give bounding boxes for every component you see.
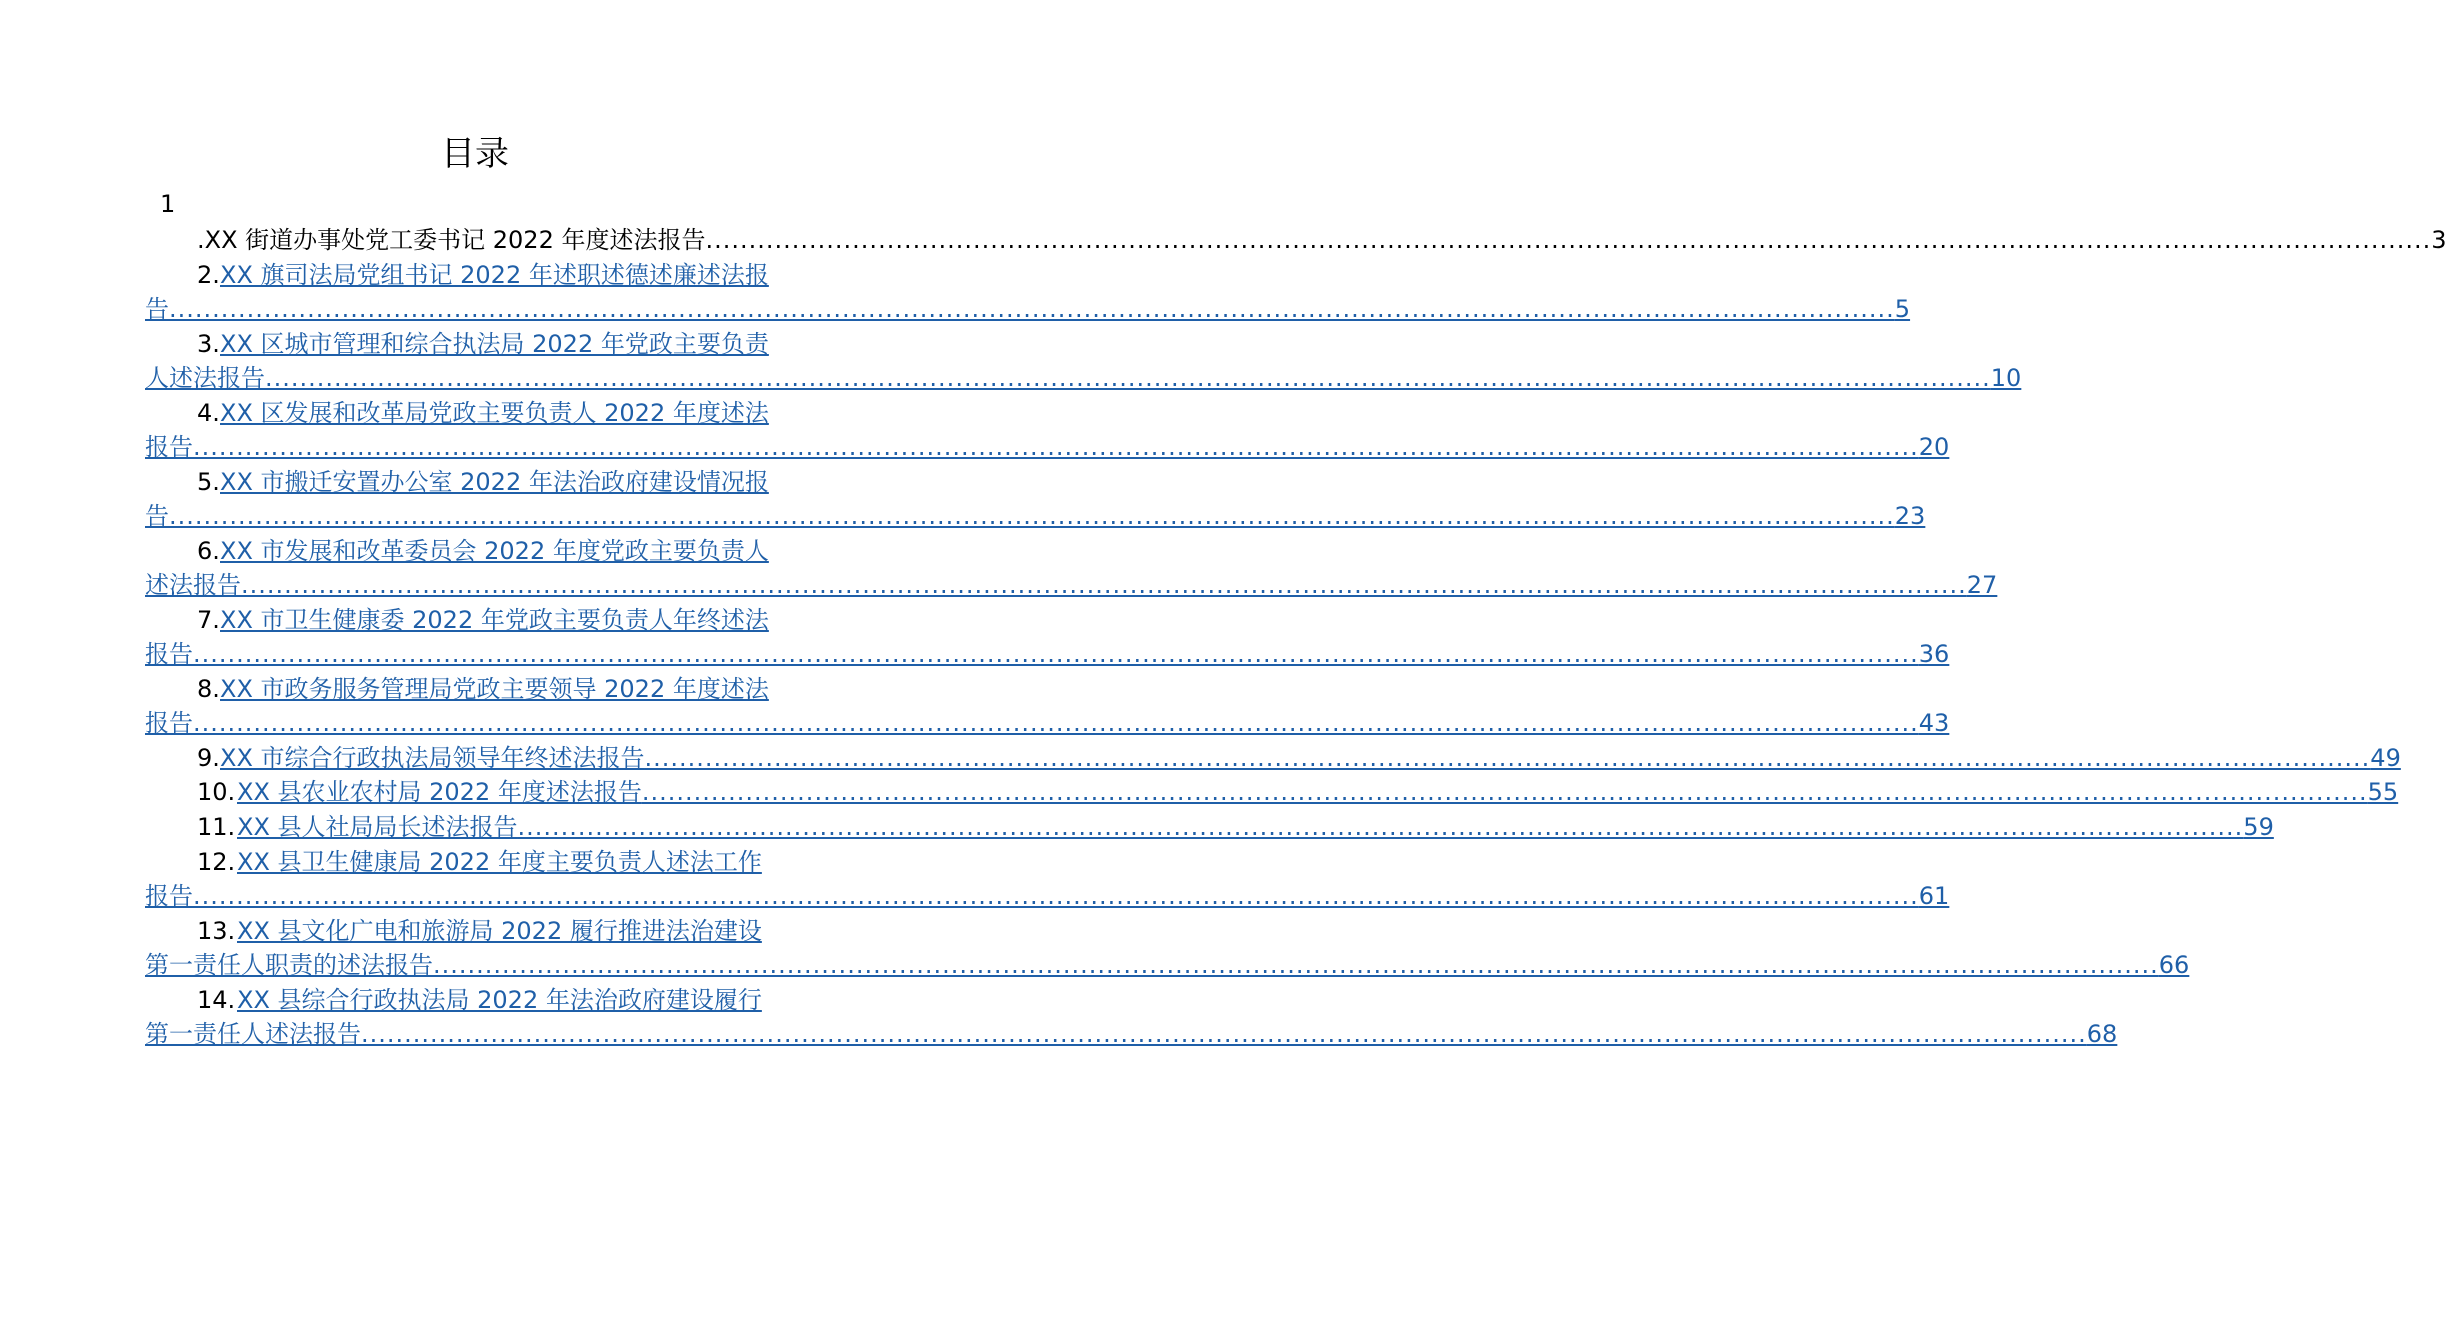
toc-page-number: 5 xyxy=(1894,295,1911,324)
toc-entry-link[interactable]: XX 市卫生健康委 2022 年党政主要负责人年终述法 xyxy=(220,605,769,634)
toc-entry-number: 9. xyxy=(197,743,220,772)
dot-leader: ........................................................................................................................................................................................................ xyxy=(241,571,1967,600)
toc-entry-row xyxy=(197,223,2447,257)
toc-entry-line xyxy=(145,672,806,706)
toc-entry-number: 2. xyxy=(197,260,220,289)
dot-leader: ........................................................................................................................................................................................................ xyxy=(265,364,1991,393)
toc-entry[interactable] xyxy=(145,465,1926,534)
toc-entry-title-cont: 第一责任人述法报告 xyxy=(145,1020,361,1049)
toc-entry-link[interactable] xyxy=(145,292,1911,326)
toc-page-number: 3 xyxy=(2431,226,2447,254)
toc-page-number: 61 xyxy=(1918,882,1950,911)
toc-entry-title-cont: 报告 xyxy=(145,640,193,669)
toc-entry[interactable] xyxy=(145,534,1998,603)
toc-entry-number: 4. xyxy=(197,398,220,427)
toc-entry-line xyxy=(145,361,2022,395)
dot-leader: ........................................................................................................................................................................................................ xyxy=(169,295,1895,324)
dot-leader: ........................................................................................................................................................................................................ xyxy=(644,743,2371,772)
toc-entry-line xyxy=(145,603,806,637)
toc-entry-line xyxy=(145,914,806,948)
toc-page-number: 27 xyxy=(1966,571,1998,600)
dot-leader: ........................................................................................................................................................................................................ xyxy=(641,778,2368,807)
toc-page-number: 20 xyxy=(1918,433,1950,462)
toc-entry-title: .XX 街道办事处党工委书记 2022 年度述法报告 xyxy=(197,226,706,254)
toc-entry[interactable] xyxy=(145,741,2401,776)
toc-lead-number: 1 xyxy=(160,190,176,218)
toc-entry-line xyxy=(145,637,1950,671)
toc-entry-link[interactable]: XX 市搬迁安置办公室 2022 年法治政府建设情况报 xyxy=(220,467,769,496)
toc-page-number: 59 xyxy=(2243,813,2274,842)
toc-page-number: 43 xyxy=(1918,709,1950,738)
toc-entry-line xyxy=(145,810,2274,844)
toc-entry-number: 12. xyxy=(197,847,236,876)
toc-entry[interactable] xyxy=(145,327,2022,396)
toc-entry-link[interactable] xyxy=(145,637,1950,671)
toc-entry-line xyxy=(145,845,806,879)
toc-entry-title-cont: 报告 xyxy=(145,709,193,738)
toc-entry[interactable] xyxy=(145,845,1950,914)
toc-entry-line xyxy=(145,879,1950,913)
toc-entry-line xyxy=(145,948,2190,982)
toc-entry[interactable] xyxy=(145,603,1950,672)
toc-entry-link[interactable]: XX 区城市管理和综合执法局 2022 年党政主要负责 xyxy=(220,329,769,358)
toc-title: 目录 xyxy=(441,134,509,174)
toc-entry-line xyxy=(145,499,1926,533)
toc-entry-link[interactable] xyxy=(145,948,2190,982)
dot-leader: ........................................................................................................................................................................................................ xyxy=(705,226,2432,254)
toc-entry-line xyxy=(145,327,806,361)
toc-entry-line xyxy=(145,534,806,568)
dot-leader: ........................................................................................................................................................................................................ xyxy=(433,951,2159,980)
toc-entry-line xyxy=(145,568,1998,602)
toc-entry-number: 8. xyxy=(197,674,220,703)
toc-entry-title-cont: 述法报告 xyxy=(145,571,241,600)
toc-entry-title-cont: 人述法报告 xyxy=(145,364,265,393)
toc-entry-title-cont: 报告 xyxy=(145,882,193,911)
dot-leader: ........................................................................................................................................................................................................ xyxy=(193,709,1919,738)
dot-leader: ........................................................................................................................................................................................................ xyxy=(193,433,1919,462)
toc-entry[interactable] xyxy=(145,396,1950,465)
toc-entry-link[interactable] xyxy=(145,499,1926,533)
toc-page-number: 23 xyxy=(1894,502,1926,531)
toc-entry-link[interactable] xyxy=(237,810,2274,844)
toc-entry[interactable] xyxy=(145,983,2118,1052)
toc-entry-link[interactable] xyxy=(145,879,1950,913)
toc-entry-link[interactable] xyxy=(220,741,2401,775)
toc-entry[interactable] xyxy=(145,775,2399,810)
toc-entry-number: 7. xyxy=(197,605,220,634)
dot-leader: ........................................................................................................................................................................................................ xyxy=(169,502,1895,531)
toc-page-number: 49 xyxy=(2370,743,2401,772)
toc-entry[interactable] xyxy=(145,914,2190,983)
toc-entry-title: XX 县人社局局长述法报告 xyxy=(237,813,518,842)
toc-entry-link[interactable] xyxy=(237,775,2399,809)
toc-entry-line xyxy=(145,396,806,430)
dot-leader: ........................................................................................................................................................................................................ xyxy=(361,1020,2087,1049)
toc-entry-line xyxy=(145,983,806,1017)
toc-entry-link[interactable] xyxy=(145,1017,2118,1051)
toc-entry-number: 11. xyxy=(197,813,236,842)
toc-entry[interactable] xyxy=(145,258,1911,327)
dot-leader: ........................................................................................................................................................................................................ xyxy=(193,640,1919,669)
toc-page-number: 55 xyxy=(2367,778,2399,807)
toc-entry-link[interactable]: XX 县文化广电和旅游局 2022 履行推进法治建设 xyxy=(237,916,762,945)
toc-entry-link[interactable] xyxy=(145,361,2022,395)
toc-entry-link[interactable] xyxy=(145,568,1998,602)
toc-entry[interactable] xyxy=(145,810,2274,845)
toc-entry-number: 5. xyxy=(197,467,220,496)
toc-page-number: 66 xyxy=(2158,951,2190,980)
toc-entry-link[interactable]: XX 市发展和改革委员会 2022 年度党政主要负责人 xyxy=(220,536,769,565)
toc-entry-line xyxy=(145,465,806,499)
toc-entry-title: XX 县农业农村局 2022 年度述法报告 xyxy=(237,778,642,807)
toc-page-number: 10 xyxy=(1990,364,2022,393)
toc-entry-line xyxy=(145,430,1950,464)
toc-entry-link[interactable] xyxy=(145,430,1950,464)
toc-entry-line xyxy=(145,223,2447,257)
toc-entry[interactable] xyxy=(145,672,1950,741)
toc-entry-title: XX 市综合行政执法局领导年终述法报告 xyxy=(220,743,645,772)
table-of-contents xyxy=(145,223,2447,1052)
toc-entry-link[interactable] xyxy=(145,706,1950,740)
toc-entry-title-cont: 第一责任人职责的述法报告 xyxy=(145,951,433,980)
toc-entry-title-cont: 报告 xyxy=(145,433,193,462)
toc-entry-line xyxy=(145,775,2399,809)
toc-entry-number: 6. xyxy=(197,536,220,565)
toc-entry-line xyxy=(145,258,806,292)
toc-entry-link[interactable]: XX 旗司法局党组书记 2022 年述职述德述廉述法报 xyxy=(220,260,769,289)
toc-entry-number: 3. xyxy=(197,329,220,358)
toc-entry-title-cont: 告 xyxy=(145,502,169,531)
toc-entry xyxy=(145,223,2447,258)
toc-entry-number: 14. xyxy=(197,985,236,1014)
toc-entry-number: 13. xyxy=(197,916,236,945)
toc-entry-line xyxy=(145,741,2401,775)
toc-entry-number: 10. xyxy=(197,778,236,807)
toc-page-number: 68 xyxy=(2086,1020,2118,1049)
dot-leader: ........................................................................................................................................................................................................ xyxy=(193,882,1919,911)
toc-entry-line xyxy=(145,292,1911,326)
dot-leader: ........................................................................................................................................................................................................ xyxy=(517,813,2244,842)
toc-entry-line xyxy=(145,1017,2118,1051)
toc-entry-line xyxy=(145,706,1950,740)
toc-entry-link[interactable]: XX 市政务服务管理局党政主要领导 2022 年度述法 xyxy=(220,674,769,703)
toc-entry-link[interactable]: XX 县综合行政执法局 2022 年法治政府建设履行 xyxy=(237,985,762,1014)
toc-entry-link[interactable]: XX 区发展和改革局党政主要负责人 2022 年度述法 xyxy=(220,398,769,427)
toc-page-number: 36 xyxy=(1918,640,1950,669)
toc-entry-link[interactable]: XX 县卫生健康局 2022 年度主要负责人述法工作 xyxy=(237,847,762,876)
toc-entry-title-cont: 告 xyxy=(145,295,169,324)
